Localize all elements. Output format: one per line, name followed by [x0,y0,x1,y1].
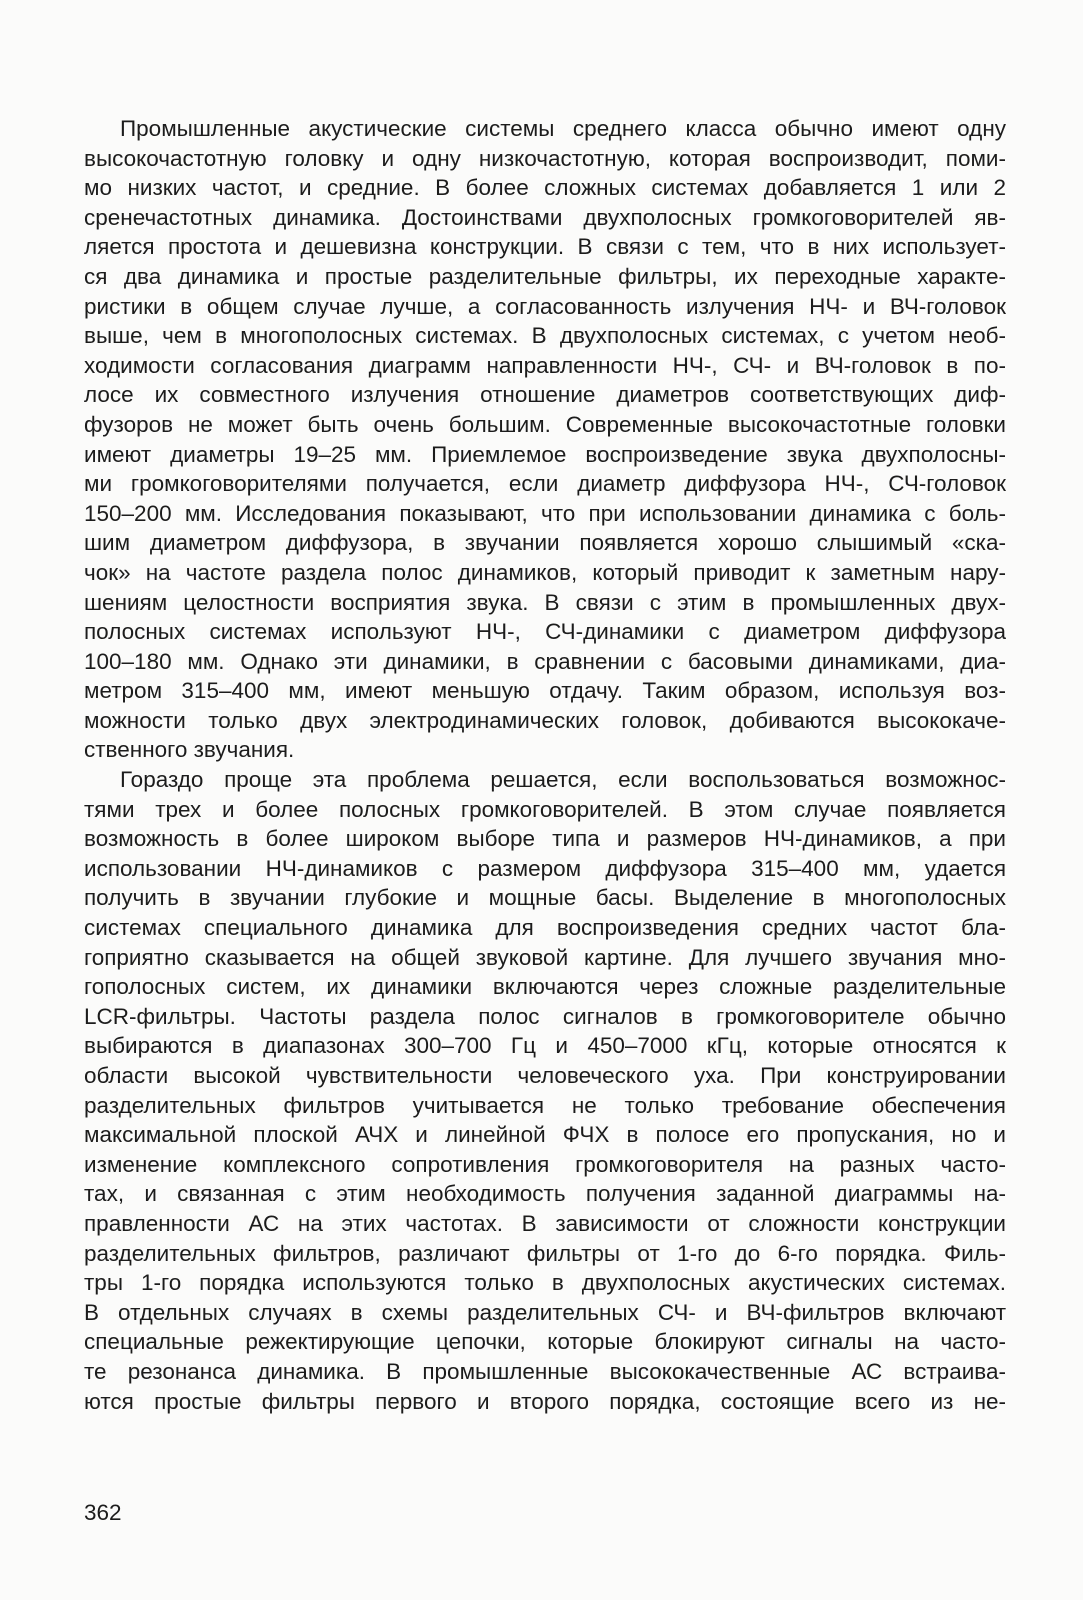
text-line: максимальной плоской АЧХ и линейной ФЧХ в полосе его пропускания, но и [84,1122,1006,1148]
text-line: метром 315–400 мм, имеют меньшую отдачу. Таким образом, используя воз- [84,678,1006,704]
text-line: лосе их совместного излучения отношение диаметров соответствующих диф- [84,382,1006,408]
text-line: полосных системах используют НЧ-, СЧ-динамики с диаметром диффузора [84,619,1006,645]
page-number: 362 [84,1500,122,1525]
text-line: В отдельных случаях в схемы разделительных СЧ- и ВЧ-фильтров включают [84,1299,1006,1325]
text-line: тры 1-го порядка используются только в двухполосных акустических системах. [84,1270,1006,1296]
text-line: 150–200 мм. Исследования показывают, что при использовании динамика с боль- [84,500,1006,526]
text-line: сренечастотных динамика. Достоинствами двухполосных громкоговорителей яв- [84,204,1006,230]
text-line: ходимости согласования диаграмм направленности НЧ-, СЧ- и ВЧ-головок в по- [84,352,1006,378]
text-line: LCR-фильтры. Частоты раздела полос сигналов в громкоговорителе обычно [84,1003,1006,1029]
text-line: высокочастотную головку и одну низкочастотную, которая воспроизводит, поми- [84,145,1006,171]
text-line: тах, и связанная с этим необходимость получения заданной диаграммы на- [84,1181,1006,1207]
text-line: шим диаметром диффузора, в звучании появляется хорошо слышимый «ска- [84,530,1006,556]
text-line: ся два динамика и простые разделительные фильтры, их переходные характе- [84,263,1006,289]
text-line: те резонанса динамика. В промышленные высококачественные АС встраива- [84,1358,1006,1384]
body-text [84,114,1006,1416]
text-line: можности только двух электродинамических головок, добиваются высококаче- [84,707,1006,733]
text-line: фузоров не может быть очень большим. Современные высокочастотные головки [84,411,1006,437]
text-line: изменение комплексного сопротивления громкоговорителя на разных часто- [84,1151,1006,1177]
text-line: ются простые фильтры первого и второго порядка, состоящие всего из не- [84,1388,1006,1414]
text-line: чок» на частоте раздела полос динамиков, который приводит к заметным нару- [84,559,1006,585]
text-line: получить в звучании глубокие и мощные басы. Выделение в многополосных [84,885,1006,911]
text-line: выбираются в диапазонах 300–700 Гц и 450–7000 кГц, которые относятся к [84,1033,1006,1059]
text-line: системах специального динамика для воспроизведения средних частот бла- [84,915,1006,941]
text-line: тями трех и более полосных громкоговорителей. В этом случае появляется [84,796,1006,822]
text-line: мо низких частот, и средние. В более сложных системах добавляется 1 или 2 [84,175,1006,201]
text-line: Гораздо проще эта проблема решается, если воспользоваться возможнос- [120,767,1006,793]
text-line: ристики в общем случае лучше, а согласованность излучения НЧ- и ВЧ-головок [84,293,1006,319]
text-line: области высокой чувствительности человеческого уха. При конструировании [84,1063,1006,1088]
text-line: специальные режектирующие цепочки, которые блокируют сигналы на часто- [84,1329,1006,1355]
text-line: разделительных фильтров, различают фильтры от 1-го до 6-го порядка. Филь- [84,1240,1006,1266]
text-line: правленности АС на этих частотах. В зависимости от сложности конструкции [84,1210,1006,1236]
text-line: Промышленные акустические системы среднего класса обычно имеют одну [120,116,1006,141]
text-line: гоприятно сказывается на общей звуковой картине. Для лучшего звучания мно- [84,944,1006,970]
text-line: ляется простота и дешевизна конструкции. В связи с тем, что в них использует- [84,234,1006,260]
text-line: имеют диаметры 19–25 мм. Приемлемое воспроизведение звука двухполосны- [84,441,1006,467]
text-line: выше, чем в многополосных системах. В двухполосных системах, с учетом необ- [84,323,1006,349]
text-line: разделительных фильтров учитывается не только требование обеспечения [84,1092,1006,1118]
text-line: 100–180 мм. Однако эти динамики, в сравнении с басовыми динамиками, диа- [84,648,1006,674]
text-line: ственного звучания. [84,737,295,763]
text-line: шениям целостности восприятия звука. В связи с этим в промышленных двух- [84,589,1006,615]
text-line: использовании НЧ-динамиков с размером диффузора 315–400 мм, удается [84,855,1006,881]
text-line: гополосных систем, их динамики включаются через сложные разделительные [84,974,1006,1000]
text-line: возможность в более широком выборе типа и размеров НЧ-динамиков, а при [84,826,1006,852]
text-line: ми громкоговорителями получается, если диаметр диффузора НЧ-, СЧ-головок [84,471,1006,497]
